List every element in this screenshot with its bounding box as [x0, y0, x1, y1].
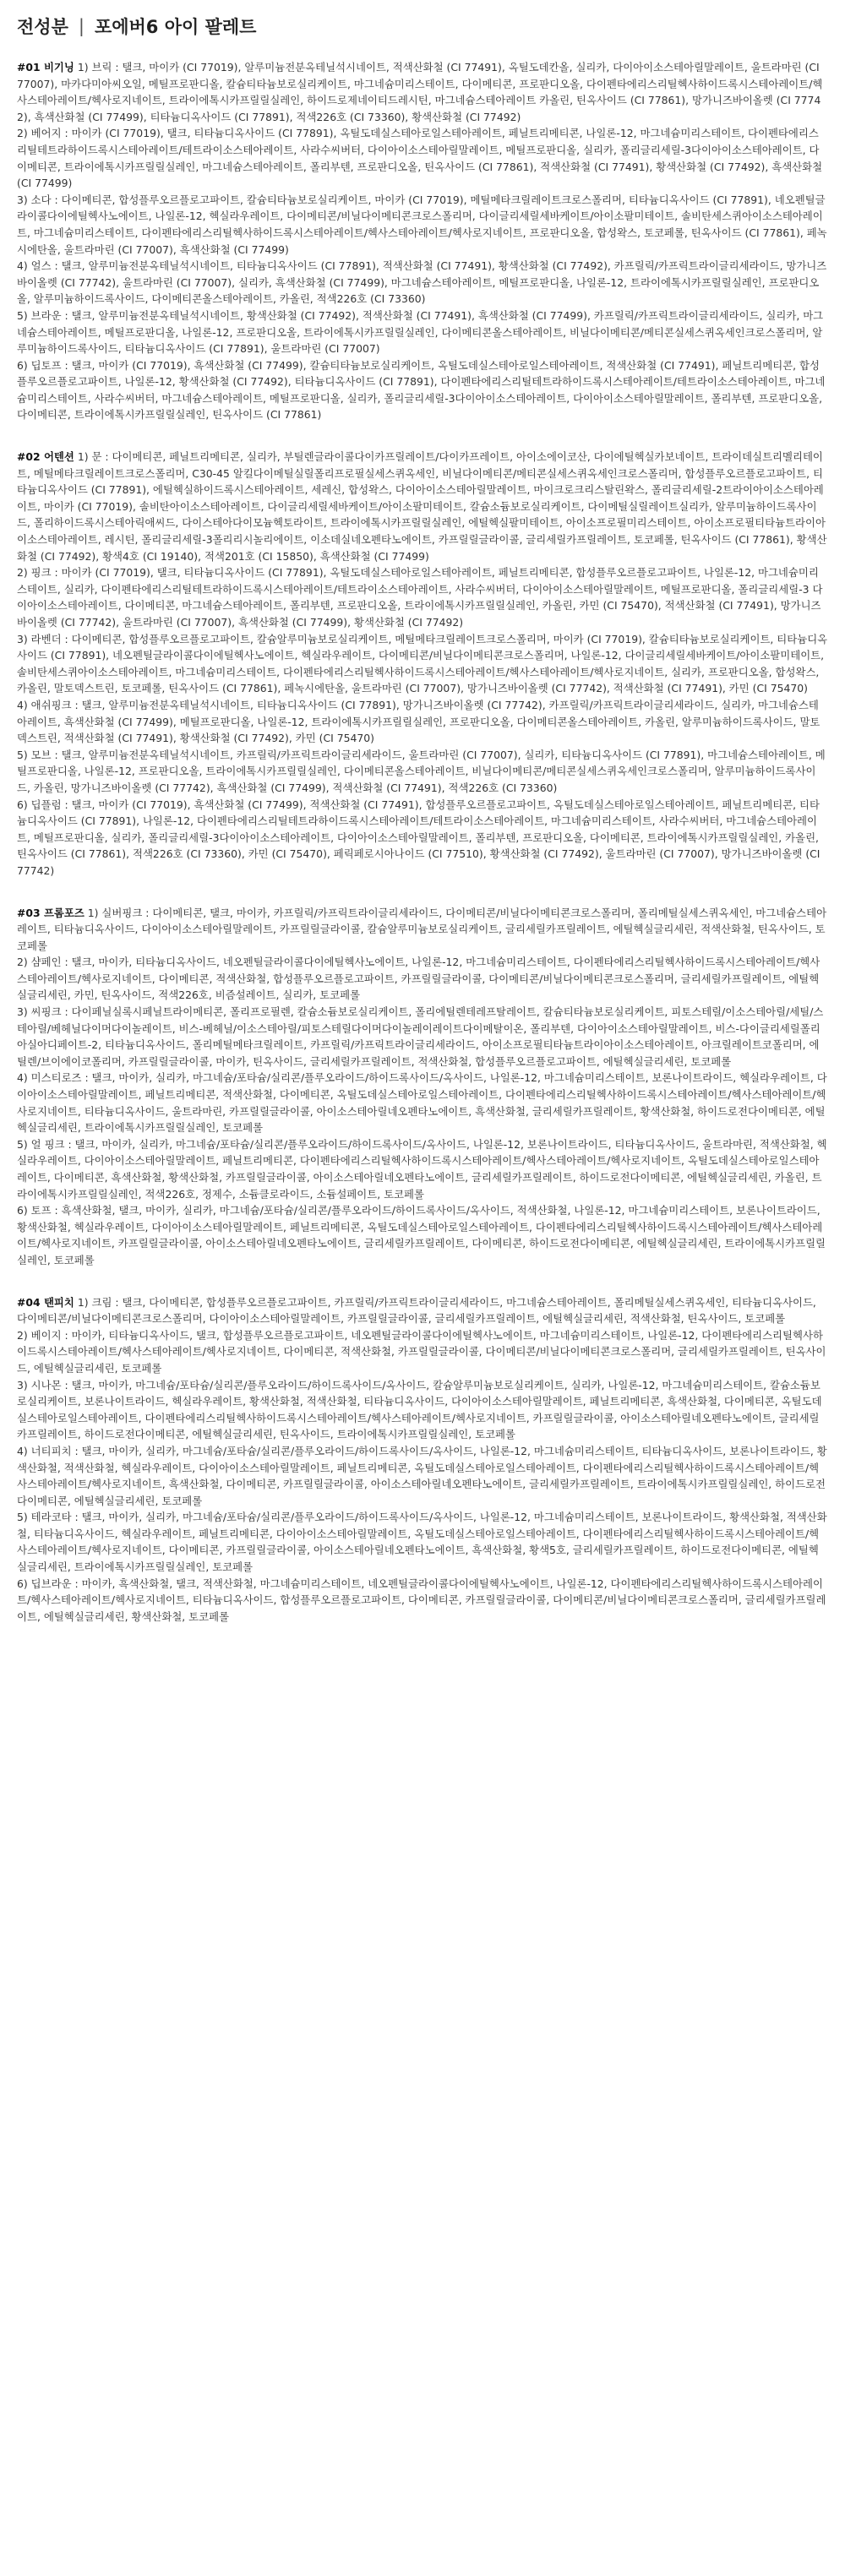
palette-section-heading: #01 비기닝 — [17, 61, 74, 74]
shade-ingredient-list — [17, 1202, 828, 1268]
shade-ingredient-text: 2) 베이지 : 마이카, 티타늄디옥사이드, 탤크, 합성플루오르플로고파이트, 네오펜틸글라이콜다이에틸헥사노에이트, 마그네슘미리스테이트, 나일론-12, 다이펜타에리스리틸헥사하이드록시스테아레이트/헥사스테아레이트/헥사로지네이트, 다이메티콘, 적색산화철, 카프릴릴글라이콜, 다이메티콘/비닐다이메티콘크로스폴리머, 글리세릴카프릴레이트, 틴옥사이드, 에틸헥실글리세린, 토코페롤 — [17, 1328, 826, 1375]
shade-ingredient-text: 3) 시나몬 : 탤크, 마이카, 마그네슘/포타슘/실리콘/플루오라이드/하이드록사이드/옥사이드, 칼슘알루미늄보로실리케이트, 실리카, 나일론-12, 마그네슘미리스테이트, 칼슘소듐보로실리케이트, 보론나이트라이드, 헥실라우레이트, 황색산화철, 적색산화철, 티타늄디옥사이드, 다이아이소스테아릴말레이트, 페닐트리메티콘, 흑색산화철, 다이메티콘, 옥틸도데실스테아로일스테아레이트, 다이펜타에리스리틸헥사하이드록시스테아레이트/헥사스테아레이트/헥사로지네이트, 카프릴릴글라이콜, 아이소스테아릴네오펜타노에이트, 글리세릴카프릴레이트, 하이드로전다이메티콘, 에틸헥실글리세린, 틴옥사이드, 트라이에톡시카프릴릴실레인, 토코페롤 — [17, 1378, 822, 1441]
shade-ingredient-list — [17, 564, 828, 630]
shade-ingredient-text: 4) 너티피치 : 탤크, 마이카, 실리카, 마그네슘/포타슘/실리콘/플루오라이드/하이드록사이드/옥사이드, 나일론-12, 마그네슘미리스테이트, 티타늄디옥사이드, 보론나이트라이드, 황색산화철, 적색산화철, 헥실라우레이트, 다이아이소스테아릴말레이트, 페닐트리메티콘, 옥틸도데실스테아로일스테아레이트, 다이펜타에리스리틸헥사하이드록시스테아레이트/헥사스테아레이트/헥사로지네이트, 흑색산화철, 다이메티콘, 카프릴릴글라이콜, 아이소스테아릴네오펜타노에이트, 글리세릴카프릴레이트, 트라이에톡시카프릴릴실레인, 하이드로전다이메티콘, 에틸헥실글리세린, 토코페롤 — [17, 1444, 827, 1507]
shade-ingredient-list — [17, 357, 828, 423]
title-separator: | — [78, 16, 84, 36]
shade-ingredient-list — [17, 747, 828, 797]
shade-ingredient-list — [17, 1509, 828, 1575]
shade-ingredient-list — [17, 449, 828, 564]
palette-section — [17, 449, 828, 879]
shade-ingredient-text: 5) 모브 : 탤크, 알루미늄전분옥테닐석시네이트, 카프릴릭/카프릭트라이글리세라이드, 울트라마린 (CI 77007), 실리카, 티타늄디옥사이드 (CI 77891), 마그네슘스테아레이트, 메틸프로판디올, 나일론-12, 프로판디오올, 트라이에톡시카프릴릴실레인, 다이메티콘올스테아레이트, 비닐다이메티콘/메티콘실세스퀴옥세인크로스폴리머, 알루미늄하이드록사이드, 카올린, 망가니즈바이올렛 (CI 77742), 흑색산화철 (CI 77499), 적색산화철 (CI 77491), 적색226호 (CI 73360) — [17, 748, 826, 794]
shade-ingredient-list — [17, 1004, 828, 1070]
shade-ingredient-text: 6) 토프 : 흑색산화철, 탤크, 마이카, 실리카, 마그네슘/포타슘/실리콘/플루오라이드/하이드록사이드/옥사이드, 적색산화철, 나일론-12, 마그네슘미리스테이트, 보론나이트라이드, 황색산화철, 헥실라우레이트, 다이아이소스테아릴말레이트, 페닐트리메티콘, 옥틸도데실스테아로일스테아레이트, 다이펜타에리스리틸헥사하이드록시스테아레이트/헥사스테아레이트/헥사로지네이트, 카프릴릴글라이콜, 아이소스테아릴네오펜타노에이트, 글리세릴카프릴레이트, 다이메티콘, 하이드로전다이메티콘, 에틸헥실글리세린, 트라이에톡시카프릴릴실레인, 토코페롤 — [17, 1204, 826, 1266]
shade-ingredient-text: 4) 얼스 : 탤크, 알루미늄전분옥테닐석시네이트, 티타늄디옥사이드 (CI 77891), 적색산화철 (CI 77491), 황색산화철 (CI 77492), 카프릴릭/카프릭트라이글리세라이드, 망가니즈바이올렛 (CI 77742), 울트라마린 (CI 77007), 실리카, 흑색산화철 (CI 77499), 마그네슘스테아레이트, 메틸프로판디올, 나일론-12, 트라이에톡시카프릴릴실레인, 프로판디오올, 알루미늄하이드록사이드, 다이메티콘올스테아레이트, 카올린, 적색226호 (CI 73360) — [17, 259, 827, 306]
palette-section-heading: #02 어텐션 — [17, 450, 74, 464]
shade-ingredient-list — [17, 59, 828, 125]
shade-ingredient-text: 3) 씨핑크 : 다이페닐실록시페닐트라이메티콘, 폴리프로필렌, 칼슘소듐보로실리케이트, 폴리에틸렌테레프탈레이트, 칼슘티타늄보로실리케이트, 피토스테릴/이소스테아릴/세틸/스테아릴/베헤닐다이머다이놀레이트, 비스-베헤닐/이소스테아릴/피토스테릴다이머다이놀레이레이트다이메탈이온, 폴리부텐, 다이아이소스테아릴말레이트, 비스-다이글리세릴폴리아실아디페이트-2, 티타늄디옥사이드, 폴리메틸메타크릴레이트, 카프릴릭/카프릭트라이글리세라이드, 아이소프로필티타늄트라이아이소스테아레이트, 아크릴레이트코폴리머, 에틸렌/브이에이코폴리머, 카프릴릴글라이콜, 마이카, 틴옥사이드, 글리세릴카프릴레이트, 적색산화철, 합성플루오르플로고파이트, 에틸헥실글리세린, 토코페롤 — [17, 1005, 824, 1068]
shade-ingredient-list — [17, 1136, 828, 1202]
palette-section — [17, 1294, 828, 1626]
palette-section — [17, 905, 828, 1269]
shade-ingredient-list — [17, 192, 828, 258]
shade-ingredient-text: 2) 베어지 : 마이카 (CI 77019), 탤크, 티타늄디옥사이드 (CI 77891), 옥틸도데실스테아로일스테아레이트, 페닐트리메티콘, 나일론-12, 마그네슘미리스테이트, 다이펜타에리스리틸테트라하이드록시스테아레이트/테트라이소스테아레이트, 사라수씨버터, 다이아이소스테아릴말레이트, 메틸프로판디올, 실리카, 폴리글리세릴-3다이아이소스테아레이트, 다이메티콘, 트라이에톡시카프릴릴실레인, 마그네슘스테아레이트, 폴리부텐, 프로판디오올, 틴옥사이드 (CI 77861), 적색산화철 (CI 77491), 황색산화철 (CI 77492), 흑색산화철 (CI 77499) — [17, 127, 823, 190]
shade-ingredient-list — [17, 797, 828, 880]
shade-ingredient-text: 2) 핑크 : 마이카 (CI 77019), 탤크, 티타늄디옥사이드 (CI 77891), 옥틸도데실스테아로일스테아레이트, 페닐트리메티콘, 합성플루오르플로고파이트, 나일론-12, 마그네슘미리스테이트, 실리카, 다이펜타에리스리틸테트라하이드록시스테아레이트/테트라이소스테아레이트, 사라수씨버터, 다이아이소스테아릴말레이트, 메틸프로판디올, 폴리글리세릴-3 다이아이소스테아레이트, 다이메티콘, 마그네슘스테아레이트, 폴리부텐, 프로판디오올, 트라이에톡시카프릴릴실레인, 카올린, 카민 (CI 75470), 적색산화철 (CI 77491), 망가니즈바이올렛 (CI 77742), 울트라마린 (CI 77007), 흑색산화철 (CI 77499), 황색산화철 (CI 77492) — [17, 566, 823, 629]
shade-ingredient-text: 4) 애쉬핑크 : 탤크, 알루미늄전분옥테닐석시네이트, 티타늄디옥사이드 (CI 77891), 망가니즈바이올렛 (CI 77742), 카프릴릭/카프릭트라이글리세라이드, 실리카, 마그네슘스테아레이트, 흑색산화철 (CI 77499), 메틸프로판디올, 나일론-12, 트라이에톡시카프릴릴실레인, 프로판디오올, 다이메티콘올스테아레이트, 카올린, 알루미늄하이드록사이드, 말토덱스트린, 적색산화철 (CI 77491), 황색산화철 (CI 77492), 카민 (CI 75470) — [17, 698, 820, 745]
shade-ingredient-list — [17, 1327, 828, 1377]
shade-ingredient-text: 2) 샴페인 : 탤크, 마이카, 티타늄디옥사이드, 네오펜틸글라이콜다이에틸헥사노에이트, 나일론-12, 마그네슘미리스테이트, 다이펜타에리스리틸헥사하이드록시스테아레이트/헥사스테아레이트/헥사로지네이트, 다이메티콘, 적색산화철, 합성플루오르플로고파이트, 카프릴릴글라이콜, 다이메티콘/비닐다이메티콘크로스폴리머, 글리세릴카프릴레이트, 에틸헥실글리세린, 카민, 틴옥사이드, 적색226호, 비즘설레이트, 실리카, 토코페롤 — [17, 956, 820, 1002]
shade-ingredient-text: 5) 테라코타 : 탤크, 마이카, 실리카, 마그네슘/포타슘/실리콘/플루오라이드/하이드록사이드/옥사이드, 나일론-12, 마그네슘미리스테이트, 보론나이트라이드, 황색산화철, 적색산화철, 티타늄디옥사이드, 헥실라우레이트, 페닐트리메티콘, 다이아이소스테아릴말레이트, 옥틸도데실스테아로일스테아레이트, 다이펜타에리스리틸헥사하이드록시스테아레이트/헥사스테아레이트/헥사로지네이트, 다이메티콘, 카프릴릴글라이콜, 아이소스테아릴네오펜타노에이트, 흑색산화철, 황색5호, 글리세릴카프릴레이트, 하이드로전다이메티콘, 에틸헥실글리세린, 트라이에톡시카프릴릴실레인, 토코페롤 — [17, 1511, 827, 1574]
shade-ingredient-list — [17, 1377, 828, 1443]
shade-ingredient-text: 5) 얼 핑크 : 탤크, 마이카, 실리카, 마그네슘/포타슘/실리콘/플루오라이드/하이드록사이드/옥사이드, 나일론-12, 보론나이트라이드, 티타늄디옥사이드, 울트라마린, 적색산화철, 헥실라우레이트, 다이아이소스테아릴말레이트, 페닐트리메티콘, 다이펜타에리스리틸헥사하이드록시스테아레이트/헥사스테아레이트/헥사로지네이트, 옥틸도데실스테아로일스테아레이트, 다이메티콘, 흑색산화철, 황색산화철, 카프릴릴글라이콜, 아이소스테아릴네오펜타노에이트, 글리세릴카프릴레이트, 하이드로전다이메티콘, 에틸헥실글리세린, 카올린, 트라이에톡시카프릴릴실레인, 적색226호, 정제수, 소듐클로라이드, 소듐설페이트, 토코페롤 — [17, 1137, 827, 1201]
shade-ingredient-list — [17, 125, 828, 191]
shade-ingredient-text: 1) 실버핑크 : 다이메티콘, 탤크, 마이카, 카프릴릭/카프릭트라이글리세라이드, 다이메티콘/비닐다이메티콘크로스폴리머, 폴리메틸실세스퀴옥세인, 마그네슘스테아레이트, 티타늄디옥사이드, 다이아이소스테아릴말레이트, 카프릴릴글라이콜, 칼슘알루미늄보로실리케이트, 글리세릴카프릴레이트, 에틸헥실글리세린, 적색산화철, 틴옥사이드, 토코페롤 — [17, 906, 827, 952]
shade-ingredient-list — [17, 905, 828, 955]
palette-section — [17, 59, 828, 423]
shade-ingredient-text: 5) 브라운 : 탤크, 알루미늄전분옥테닐석시네이트, 황색산화철 (CI 77492), 적색산화철 (CI 77491), 흑색산화철 (CI 77499), 카프릴릭/카프릭트라이글리세라이드, 실리카, 마그네슘스테아레이트, 메틸프로판디올, 나일론-12, 프로판디오올, 트라이에톡시카프릴릴실레인, 다이메티콘올스테아레이트, 비닐다이메티콘/메티콘실세스퀴옥세인크로스폴리머, 알루미늄하이드록사이드, 티타늄디옥사이드 (CI 77891), 울트라마린 (CI 77007) — [17, 308, 824, 356]
shade-ingredient-text: 1) 크림 : 탤크, 다이메티콘, 합성플루오르플로고파이트, 카프릴릭/카프릭트라이글리세라이드, 마그네슘스테아레이트, 폴리메틸실세스퀴옥세인, 티타늄디옥사이드, 다이메티콘/비닐다이메티콘크로스폴리머, 다이아이소스테아릴말레이트, 카프릴릴글라이콜, 글리세릴카프릴레이트, 에틸헥실글리세린, 적색산화철, 틴옥사이드, 토코페롤 — [17, 1295, 816, 1326]
ingredient-sections — [17, 59, 828, 1625]
shade-ingredient-list — [17, 1576, 828, 1626]
shade-ingredient-text: 3) 소다 : 다이메티콘, 합성플루오르플로고파이트, 칼슘티타늄보로실리케이트, 마이카 (CI 77019), 메틸메타크릴레이트크로스폴리머, 티타늄디옥사이드 (CI 77891), 네오펜틸글라이콜다이에틸헥사노에이트, 나일론-12, 헥실라우레이트, 다이메티콘/비닐다이메티콘크로스폴리머, 다이글리세릴세바케이트/아이소팔미테이트, 솔비탄세스퀴아이소스테아레이트, 마그네슘미리스테이트, 다이펜타에리스리틸헥사하이드록시스테아레이트/헥사스테아레이트/헥사로지네이트, 프로판디오올, 합성왁스, 토코페롤, 틴옥사이드 (CI 77861), 페녹시에탄올, 울트라마린 (CI 77007), 흑색산화철 (CI 77499) — [17, 193, 827, 256]
shade-ingredient-list — [17, 697, 828, 747]
palette-section-heading: #03 프롬포즈 — [17, 906, 84, 919]
shade-ingredient-text: 4) 미스티로즈 : 탤크, 마이카, 실리카, 마그네슘/포타슘/실리콘/플루오라이드/하이드록사이드/옥사이드, 나일론-12, 마그네슘미리스테이트, 보론나이트라이드, 헥실라우레이트, 다이아이소스테아릴말레이트, 페닐트리메티콘, 적색산화철, 다이메티콘, 옥틸도데실스테아로일스테아레이트, 다이펜타에리스리틸헥사하이드록시스테아레이트/헥사스테아레이트/헥사로지네이트, 티타늄디옥사이드, 울트라마린, 카프릴릴글라이콜, 아이소스테아릴네오펜타노에이트, 흑색산화철, 글리세릴카프릴레이트, 황색산화철, 하이드로전다이메티콘, 에틸헥실글리세린, 트라이에톡시카프릴릴실레인, 토코페롤 — [17, 1071, 827, 1135]
palette-section-heading: #04 탠피치 — [17, 1295, 74, 1309]
shade-ingredient-text: 6) 딥토프 : 탤크, 마이카 (CI 77019), 흑색산화철 (CI 77499), 칼슘티타늄보로실리케이트, 옥틸도데실스테아로일스테아레이트, 적색산화철 (CI 77491), 페닐트리메티콘, 합성플루오르플로고파이트, 나일론-12, 황색산화철 (CI 77492), 티타늄디옥사이드 (CI 77891), 다이펜타에리스리틸테트라하이드록시스테아레이트/테트라이소스테아레이트, 마그네슘미리스테이트, 사라수씨버터, 마그네슘스테아레이트, 메틸프로판디올, 실리카, 폴리글리세릴-3다이아이소스테아레이트, 다이아이소스테아릴말레이트, 폴리부텐, 프로판디오올, 다이메티콘, 트라이에톡시카프릴릴실레인, 틴옥사이드 (CI 77861) — [17, 358, 826, 422]
title-brand: 전성분 — [17, 17, 68, 37]
shade-ingredient-text: 1) 문 : 다이메티콘, 페닐트리메티콘, 실리카, 부틸렌글라이콜다이카프릴레이트/다이카프레이트, 아이소에이코산, 다이에틸헥실카보네이트, 트라이데실트리멜리테이트, 메틸메타크릴레이트크로스폴리머, C30-45 알킬다이메틸실릴폴리프로필실세스퀴옥세인, 비닐다이메티콘/메티콘실세스퀴옥세인크로스폴리머, 합성플루오르플로고파이트, 티타늄디옥사이드 (CI 77891), 에틸헥실하이드록시스테아레이트, 세레신, 합성왁스, 다이아이소스테아릴말레이트, 마이크로크리스탈린왁스, 폴리글리세릴-2트라이아이소스테아레이트, 마이카 (CI 77019), 솔비탄아이소스테아레이트, 다이글리세릴세바케이트/아이소팔미테이트, 칼슘소듐보로실리케이트, 다이메틸실릴레이트실리카, 알루미늄하이드록사이드, 폴리하이드록시스테아릭애씨드, 다이스테아다이모늄헥토라이트, 트라이에톡시카프릴릴실레인, 에틸헥실팔미테이트, 아이소프로필미리스테이트, 아이소프로필티타늄트라이아이소스테아레이트, 레시틴, 폴리글리세릴-3폴리리시놀리에이트, 이소데실네오펜타노에이트, 카프릴릴글라이콜, 글리세릴카프릴레이트, 토코페롤, 틴옥사이드 (CI 77861), 황색산화철 (CI 77492), 황색4호 (CI 19140), 적색201호 (CI 15850), 흑색산화철 (CI 77499) — [17, 450, 827, 563]
shade-ingredient-list — [17, 258, 828, 308]
shade-ingredient-text: 3) 라벤더 : 다이메티콘, 합성플루오르플로고파이트, 칼슘알루미늄보로실리케이트, 메틸메타크릴레이트크로스폴리머, 마이카 (CI 77019), 칼슘티타늄보로실리케이트, 티타늄디옥사이드 (CI 77891), 네오펜틸글라이콜다이에틸헥사노에이트, 헥실라우레이트, 다이메티콘/비닐다이메티콘크로스폴리머, 나일론-12, 다이글리세릴세바케이트/아이소팔미테이트, 솔비탄세스퀴아이소스테아레이트, 마그네슘미리스테이트, 다이펜타에리스리틸헥사하이드록시스테아레이트/헥사스테아레이트/헥사로지네이트, 실리카, 프로판디오올, 합성왁스, 카올린, 말토덱스트린, 토코페롤, 틴옥사이드 (CI 77861), 페녹시에탄올, 울트라마린 (CI 77007), 망가니즈바이올렛 (CI 77742), 적색산화철 (CI 77491), 카민 (CI 75470) — [17, 632, 828, 695]
shade-ingredient-list — [17, 1443, 828, 1509]
shade-ingredient-text: 6) 딥플럼 : 탤크, 마이카 (CI 77019), 흑색산화철 (CI 77499), 적색산화철 (CI 77491), 합성플루오르플로고파이트, 옥틸도데실스테아로일스테아레이트, 페닐트리메티콘, 티타늄디옥사이드 (CI 77891), 나일론-12, 다이펜타에리스리틸테트라하이드록시스테아레이트/테트라이소스테아레이트, 마그네슘미리스테이트, 사라수씨버터, 마그네슘스테아레이트, 메틸프로판디올, 실리카, 폴리글리세릴-3다이아이소스테아레이트, 다이아이소스테아릴말레이트, 폴리부텐, 프로판디오올, 다이메티콘, 트라이에톡시카프릴릴실레인, 카올린, 틴옥사이드 (CI 77861), 적색226호 (CI 73360), 카민 (CI 75470), 페릭페로시아나이드 (CI 77510), 황색산화철 (CI 77492), 울트라마린 (CI 77007), 망가니즈바이올렛 (CI 77742) — [17, 798, 820, 877]
shade-ingredient-list — [17, 1294, 828, 1327]
page-title — [17, 12, 828, 41]
shade-ingredient-text: 6) 딥브라운 : 마이카, 흑색산화철, 탤크, 적색산화철, 마그네슘미리스테이트, 네오펜틸글라이콜다이에틸헥사노에이트, 나일론-12, 다이펜타에리스리틸헥사하이드록시스테아레이트/헥사스테아레이트/헥사로지네이트, 티타늄디옥사이드, 합성플루오르플로고파이트, 다이메티콘, 카프릴릴글라이콜, 다이메티콘/비닐다이메티콘크로스폴리머, 글리세릴카프릴레이트, 에틸헥실글리세린, 황색산화철, 토코페롤 — [17, 1577, 826, 1623]
shade-ingredient-text: 1) 브릭 : 탤크, 마이카 (CI 77019), 알루미늄전분옥테닐석시네이트, 적색산화철 (CI 77491), 옥틸도데칸올, 실리카, 다이아이소스테아릴말레이트, 울트라마린 (CI 77007), 마카다미아씨오일, 메틸프로판디올, 칼슘티타늄보로실리케이트, 마그네슘미리스테이트, 다이메티콘, 프로판디오올, 다이펜타에리스리틸헥사하이드록시스테아레이트/헥사스테아레이트/헥사로지네이트, 트라이에톡시카프릴릴실레인, 하이드로제네이티드레시틴, 마그네슘스테아레이트 카올린, 틴옥사이드 (CI 77861), 망가니즈바이올렛 (CI 77742), 흑색산화철 (CI 77499), 티타늄디옥사이드 (CI 77891), 적색226호 (CI 73360), 황색산화철 (CI 77492) — [17, 61, 823, 123]
shade-ingredient-list — [17, 308, 828, 357]
shade-ingredient-list — [17, 631, 828, 697]
title-product: 포에버6 아이 팔레트 — [94, 17, 257, 37]
shade-ingredient-list — [17, 954, 828, 1004]
shade-ingredient-list — [17, 1070, 828, 1136]
